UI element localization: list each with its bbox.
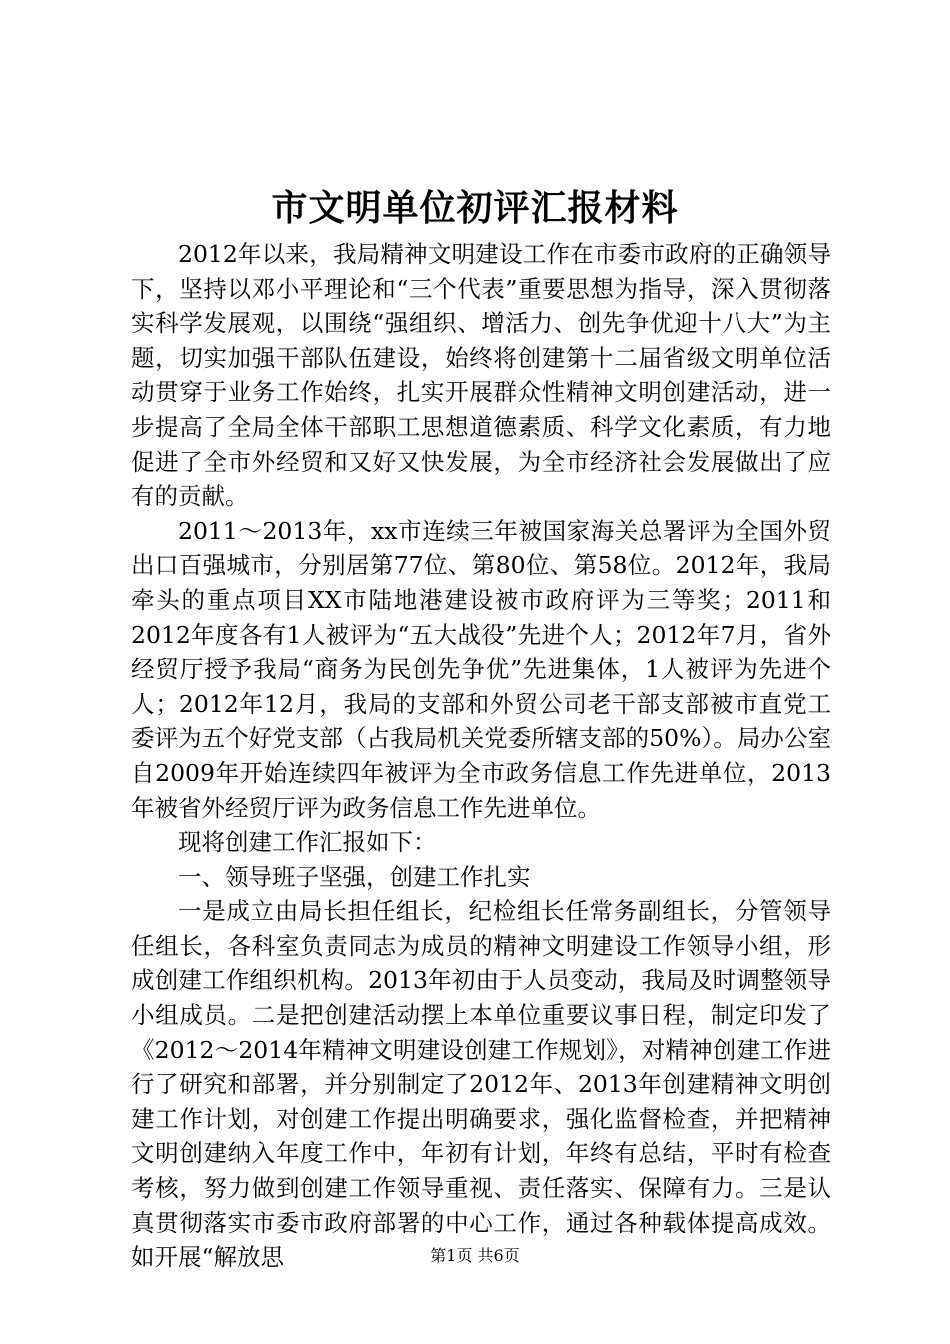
paragraph-intro: 2012年以来，我局精神文明建设工作在市委市政府的正确领导下，坚持以邓小平理论和“三个代表”重要思想为指导，深入贯彻落实科学发展观，以围绕“强组织、增活力、创先争优迎十八大”为主题，切实加强干部队伍建设，始终将创建第十二届省级文明单位活动贯穿于业务工作始终，扎实开展群众性精神文明创建活动，进一步提高了全局全体干部职工思想道德素质、科学文化素质，有力地促进了全市外经贸和又好又快发展，为全市经济社会发展做出了应有的贡献。 bbox=[131, 240, 831, 511]
document-body bbox=[131, 237, 831, 1275]
section-heading-1: 一、领导班子坚强，创建工作扎实 bbox=[178, 862, 531, 891]
document-title: 市文明单位初评汇报材料 bbox=[271, 187, 679, 229]
paragraph-achievements: 2011～2013年，xx市连续三年被国家海关总署评为全国外贸出口百强城市，分别居第77位、第80位、第58位。2012年，我局牵头的重点项目XX市陆地港建设被市政府评为三等奖；2011和2012年度各有1人被评为“五大战役”先进个人；2012年7月，省外经贸厅授予我局“商务为民创先争优”先进集体，1人被评为先进个人；2012年12月，我局的支部和外贸公司老干部支部被市直党工委评为五个好党支部（占我局机关党委所辖支部的50%）。局办公室自2009年开始连续四年被评为全市政务信息工作先进单位，2013年被省外经贸厅评为政务信息工作先进单位。 bbox=[131, 516, 831, 822]
paragraph-report-lead: 现将创建工作汇报如下： bbox=[178, 828, 437, 857]
paragraph-section-1: 一是成立由局长担任组长，纪检组长任常务副组长，分管领导任组长，各科室负责同志为成员的精神文明建设工作领导小组，形成创建工作组织机构。2013年初由于人员变动，我局及时调整领导小组成员。二是把创建活动摆上本单位重要议事日程，制定印发了《2012～2014年精神文明建设创建工作规划》，对精神创建工作进行了研究和部署，并分别制定了2012年、2013年创建精神文明创建工作计划，对创建工作提出明确要求，强化监督检查，并把精神文明创建纳入年度工作中，年初有计划，年终有总结，平时有检查考核，努力做到创建工作领导重视、责任落实、保障有力。三是认真贯彻落实市委市政府部署的中心工作，通过各种载体提高成效。如开展“解放思 bbox=[131, 897, 831, 1272]
page-footer: 第1页 共6页 bbox=[430, 1246, 520, 1265]
